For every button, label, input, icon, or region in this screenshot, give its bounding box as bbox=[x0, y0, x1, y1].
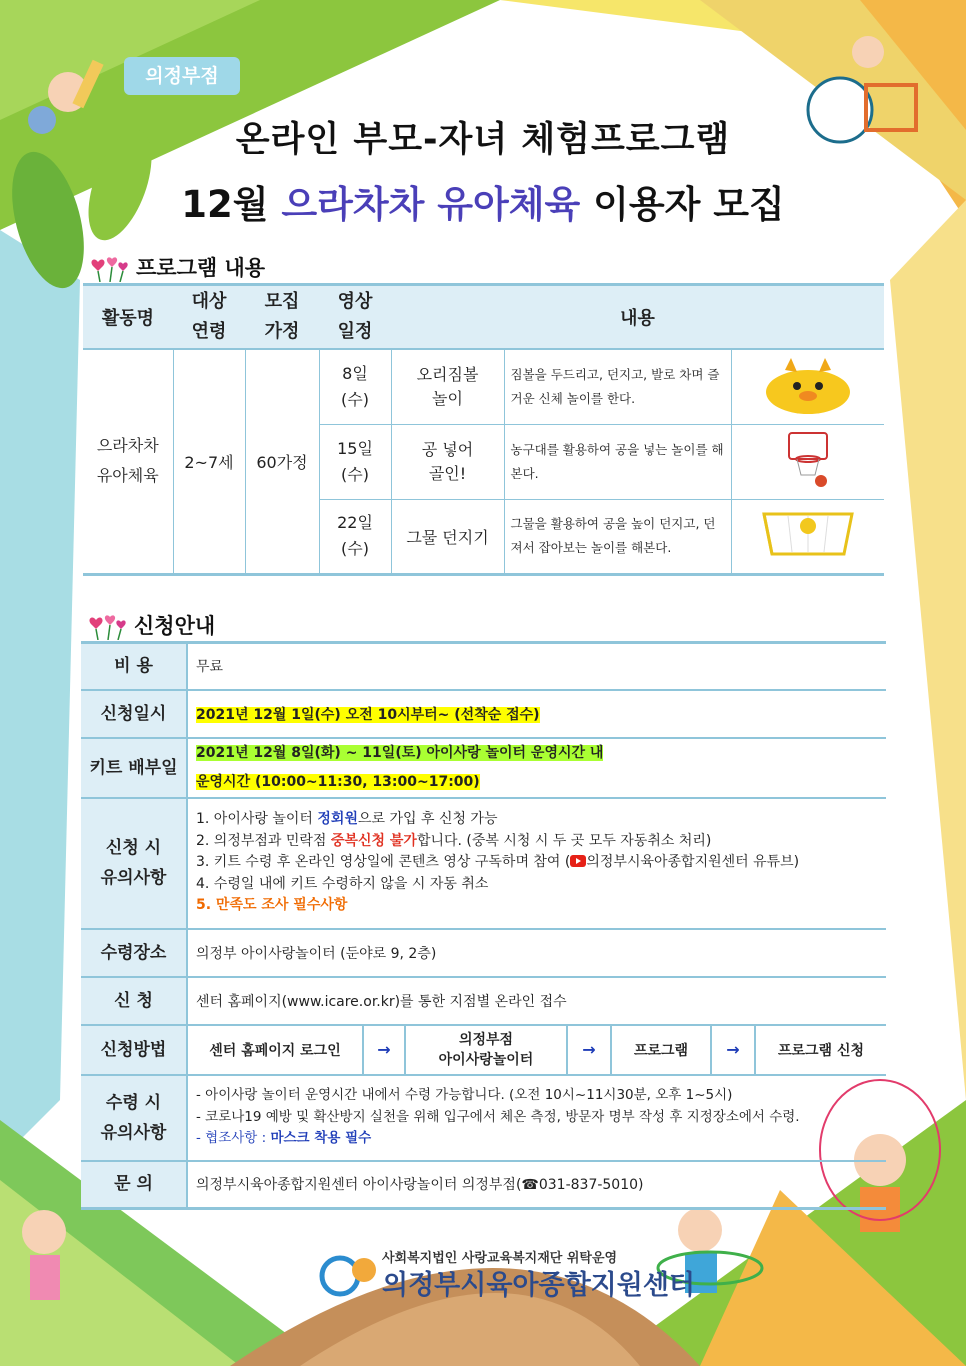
activity-name-2: 유아체육 bbox=[96, 466, 159, 486]
title-line-1: 온라인 부모-자녀 체험프로그램 bbox=[235, 120, 731, 160]
duck-ball-image bbox=[732, 349, 885, 424]
pickup-note-2: - 코로나19 예방 및 확산방지 실천을 위해 입구에서 체온 측정, 방문자 명부 작성 후 지정장소에서 수령. bbox=[196, 1108, 800, 1125]
hearts-icon bbox=[88, 614, 128, 640]
day-text: (수) bbox=[341, 539, 369, 558]
header-age-2: 연령 bbox=[191, 321, 227, 342]
activity-name bbox=[83, 349, 173, 574]
session-desc: 짐볼을 두드리고, 던지고, 발로 차며 즐거운 신체 놀이를 한다. bbox=[504, 349, 732, 424]
method-steps bbox=[187, 1025, 886, 1075]
net-toss-image bbox=[732, 499, 885, 574]
pickup-note-3 bbox=[196, 1128, 878, 1150]
notes-label bbox=[81, 798, 187, 929]
header-age bbox=[173, 285, 245, 350]
kit-row bbox=[81, 738, 886, 798]
date-text: 8일 bbox=[342, 363, 368, 383]
session-desc: 농구대를 활용하여 공을 넣는 놀이를 해본다. bbox=[504, 424, 732, 499]
day-text: (수) bbox=[341, 464, 369, 484]
note-2 bbox=[196, 831, 878, 853]
arrow-icon: → bbox=[712, 1026, 756, 1074]
apply-section-heading bbox=[88, 610, 215, 640]
step-branch-2: 아이사랑놀이터 bbox=[438, 1051, 534, 1068]
pickup-note-1: - 아이사랑 놀이터 운영시간 내에서 수령 가능합니다. (오전 10시~11시30분, 오후 1~5시) bbox=[196, 1087, 733, 1104]
arrow-icon: → bbox=[568, 1026, 612, 1074]
apply-value: 센터 홈페이지(www.icare.or.kr)를 통한 지점별 온라인 접수 bbox=[187, 977, 886, 1025]
note-1-b: 정회원 bbox=[317, 811, 358, 828]
kit-line-2: 운영시간 (10:00~11:30, 13:00~17:00) bbox=[196, 773, 480, 790]
title-program-2: 유아체육 bbox=[437, 183, 581, 226]
note-2-c: 합니다. (중복 시청 시 두 곳 모두 자동취소 처리) bbox=[416, 832, 712, 849]
net-toss-icon bbox=[758, 504, 858, 564]
contact-row bbox=[81, 1161, 886, 1209]
notes-value bbox=[187, 798, 886, 929]
period-row bbox=[81, 690, 886, 738]
apply-info-table bbox=[81, 641, 886, 1210]
header-video-2: 일정 bbox=[337, 321, 373, 342]
pickup-label-1: 수령 시 bbox=[105, 1092, 162, 1113]
note-4: 4. 수령일 내에 키트 수령하지 않을 시 자동 취소 bbox=[196, 875, 489, 892]
target-age: 2~7세 bbox=[173, 349, 245, 574]
title-space bbox=[424, 183, 437, 226]
step-program: 프로그램 bbox=[612, 1026, 712, 1074]
header-activity: 활동명 bbox=[83, 285, 173, 350]
step-branch bbox=[406, 1026, 568, 1074]
session-name bbox=[391, 499, 504, 574]
note-3 bbox=[196, 852, 878, 874]
note-2-a: 2. 의정부점과 민락점 bbox=[196, 832, 331, 849]
notes-label-1: 신청 시 bbox=[105, 838, 162, 858]
contact-label: 문 의 bbox=[81, 1161, 187, 1209]
session-name-2: 놀이 bbox=[432, 388, 463, 408]
youtube-icon bbox=[570, 855, 586, 867]
note-1 bbox=[196, 809, 878, 831]
video-date bbox=[319, 424, 391, 499]
pickup-label-2: 유의사항 bbox=[100, 1122, 167, 1143]
table-row bbox=[83, 349, 884, 424]
note-3-a: 3. 키트 수령 후 온라인 영상일에 콘텐츠 영상 구독하며 참여 ( bbox=[196, 854, 571, 871]
pickup-note-3-a: - 협조사항 : bbox=[196, 1130, 271, 1147]
header-age-1: 대상 bbox=[191, 291, 227, 312]
video-date bbox=[319, 349, 391, 424]
note-3-b: 의정부시육아종합지원센터 유튜브) bbox=[586, 854, 800, 871]
period-label: 신청일시 bbox=[81, 690, 187, 738]
note-5: 5. 만족도 조사 필수사항 bbox=[196, 897, 348, 914]
pickup-note-3-b: 마스크 착용 필수 bbox=[270, 1130, 372, 1147]
title-month: 12월 bbox=[181, 183, 282, 226]
header-content: 내용 bbox=[391, 285, 884, 350]
header-video-1: 영상 bbox=[337, 291, 373, 312]
apply-heading-text: 신청안내 bbox=[134, 614, 216, 638]
notes-row bbox=[81, 798, 886, 929]
activity-name-1: 으라차차 bbox=[96, 436, 159, 456]
note-2-b: 중복신청 불가 bbox=[330, 832, 417, 849]
session-name-2: 골인! bbox=[428, 463, 467, 483]
basketball-hoop-icon bbox=[783, 429, 833, 491]
place-row bbox=[81, 929, 886, 977]
program-section-heading bbox=[90, 252, 265, 282]
title-program-1: 으라차차 bbox=[281, 183, 425, 226]
footer-center-name: 의정부시육아종합지원센터 bbox=[382, 1270, 695, 1301]
period-text: 2021년 12월 1일(수) 오전 10시부터~ (선착순 접수) bbox=[196, 706, 540, 723]
kit-value bbox=[187, 738, 886, 798]
program-table bbox=[83, 283, 884, 576]
method-steps-flow bbox=[188, 1026, 886, 1074]
step-branch-1: 의정부점 bbox=[458, 1031, 514, 1048]
header-video bbox=[319, 285, 391, 350]
session-name-1: 그물 던지기 bbox=[406, 527, 489, 547]
cost-value: 무료 bbox=[187, 643, 886, 690]
day-text: (수) bbox=[341, 389, 369, 409]
session-desc: 그물을 활용하여 공을 높이 던지고, 던져서 잡아보는 놀이를 해본다. bbox=[504, 499, 732, 574]
session-name-1: 오리짐볼 bbox=[416, 364, 479, 384]
date-text: 22일 bbox=[337, 513, 373, 532]
cost-row bbox=[81, 643, 886, 690]
program-heading-text: 프로그램 내용 bbox=[136, 256, 266, 280]
method-label: 신청방법 bbox=[81, 1025, 187, 1075]
footer-organization: 사회복지법인 사랑교육복지재단 위탁운영 bbox=[382, 1251, 618, 1266]
date-text: 15일 bbox=[337, 438, 373, 458]
kit-label: 키트 배부일 bbox=[81, 738, 187, 798]
basketball-hoop-image bbox=[732, 424, 885, 499]
title-suffix: 이용자 모집 bbox=[580, 183, 785, 226]
period-value bbox=[187, 690, 886, 738]
duck-ball-icon bbox=[763, 354, 853, 416]
pickup-row bbox=[81, 1075, 886, 1161]
note-1-a: 1. 아이사랑 놀이터 bbox=[196, 811, 318, 828]
header-households-2: 가정 bbox=[264, 321, 300, 342]
apply-label: 신 청 bbox=[81, 977, 187, 1025]
hearts-icon bbox=[90, 256, 130, 282]
branch-tag: 의정부점 bbox=[124, 57, 240, 95]
program-table-header bbox=[83, 285, 884, 350]
header-households bbox=[245, 285, 319, 350]
step-login: 센터 홈페이지 로그인 bbox=[188, 1026, 364, 1074]
session-name bbox=[391, 349, 504, 424]
contact-value: 의정부시육아종합지원센터 아이사랑놀이터 의정부점(☎031-837-5010) bbox=[187, 1161, 886, 1209]
session-name bbox=[391, 424, 504, 499]
place-value: 의정부 아이사랑놀이터 (둔야로 9, 2층) bbox=[187, 929, 886, 977]
cost-label: 비 용 bbox=[81, 643, 187, 690]
step-apply: 프로그램 신청 bbox=[777, 1042, 865, 1059]
household-count: 60가정 bbox=[245, 349, 319, 574]
pickup-value bbox=[187, 1075, 886, 1161]
session-name-1: 공 넣어 bbox=[421, 439, 474, 459]
pickup-label bbox=[81, 1075, 187, 1161]
apply-row bbox=[81, 977, 886, 1025]
title-line-2 bbox=[0, 174, 966, 228]
notes-label-2: 유의사항 bbox=[100, 868, 167, 888]
video-date bbox=[319, 499, 391, 574]
arrow-icon: → bbox=[364, 1026, 406, 1074]
place-label: 수령장소 bbox=[81, 929, 187, 977]
method-row bbox=[81, 1025, 886, 1075]
header-households-1: 모집 bbox=[264, 291, 300, 312]
note-1-c: 으로 가입 후 신청 가능 bbox=[357, 811, 498, 828]
kit-line-1: 2021년 12월 8일(화) ~ 11일(토) 아이사랑 놀이터 운영시간 내 bbox=[196, 744, 604, 761]
